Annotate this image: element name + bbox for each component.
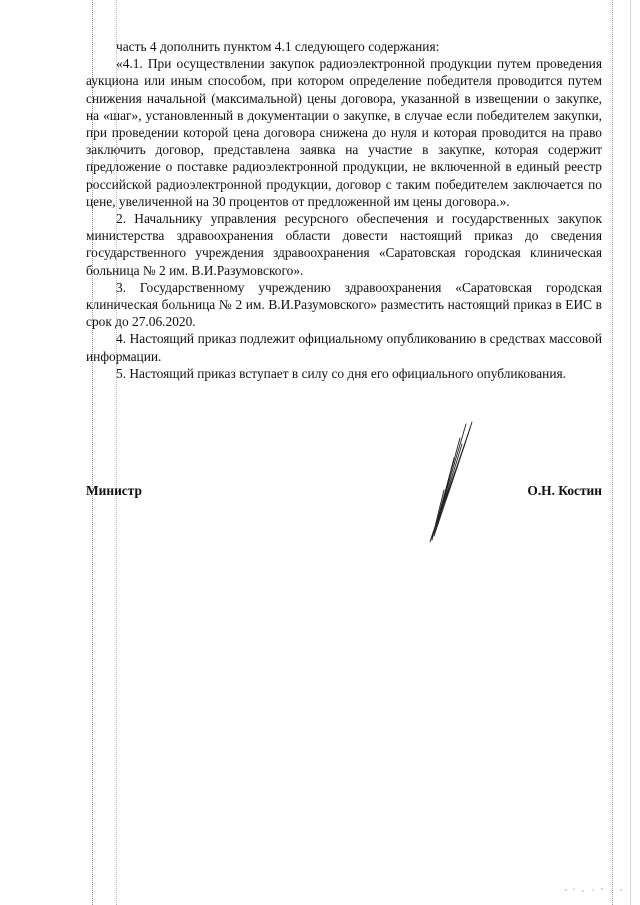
scan-artifact-edge [630,0,631,905]
paragraph-intro: часть 4 дополнить пунктом 4.1 следующего содержания: [116,39,440,54]
document-body [86,38,602,382]
paragraph-item-5: 5. Настоящий приказ вступает в силу со дня его официального опубликования. [116,365,566,381]
signatory-position: Министр [86,483,142,498]
paragraph-item-3: 3. Государственному учреждению здравоохранения «Саратовская городская клиническая больница № 2 им. В.И.Разумовского» разместить настоящий приказ в ЕИС в срок до 27.06.2020. [86,279,602,330]
scan-artifact-specks [560,884,630,894]
signature-block [86,483,602,507]
paragraph-item-4: 4. Настоящий приказ подлежит официальному опубликованию в средствах массовой информации. [86,331,602,364]
paragraph-clause-4-1: «4.1. При осуществлении закупок радиоэлектронной продукции путем проведения аукциона или иным способом, при котором определение победителя проводится путем снижения начальной (максимальной) цены договора, указанной в извещении о закупке, на «шаг», установленный в документации о закупке, в случае если победителем закупки, при проведении которой цена договора снижена до нуля и которая проводится на право заключить договор, представлена заявка на участие в закупке, которая содержит предложение о поставке радиоэлектронной продукции, не включенной в единый реестр российской радиоэлектронной продукции, договор с таким победителем заключается по цене, увеличенной на 30 процентов от предложенной им цены договора.». [86,56,602,209]
scan-artifact-line [612,0,613,905]
signatory-name: О.Н. Костин [527,483,602,498]
paragraph-item-2: 2. Начальнику управления ресурсного обеспечения и государственных закупок министерства здравоохранения области довести настоящий приказ до сведения государственного учреждения здравоохранения «Саратовская городская клиническая больница № 2 им. В.И.Разумовского». [86,211,602,278]
